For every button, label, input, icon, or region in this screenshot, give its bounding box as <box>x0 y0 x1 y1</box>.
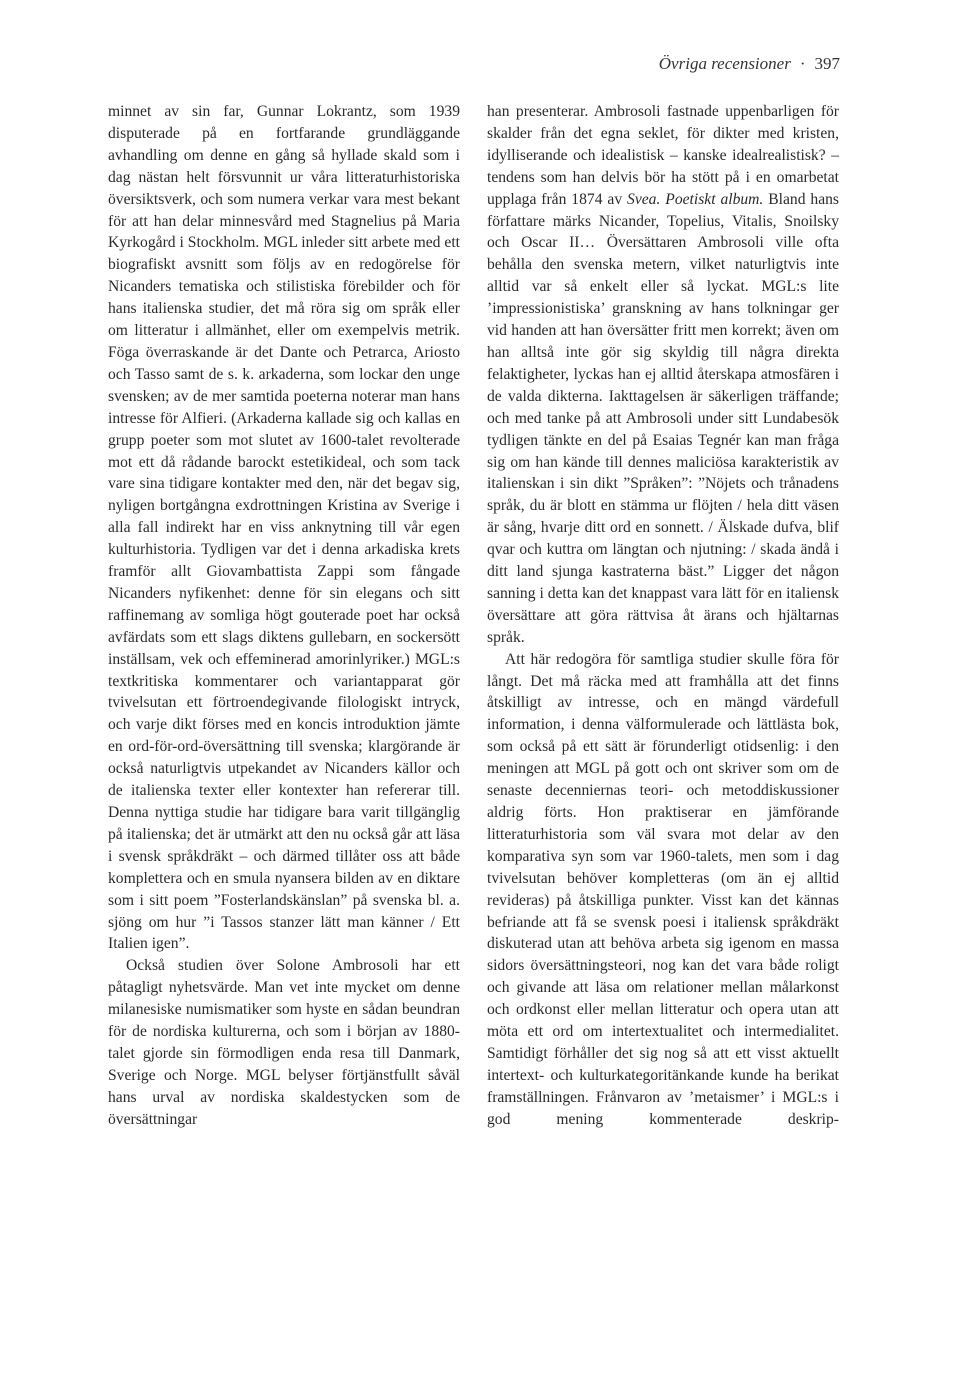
running-title: Övriga recensioner <box>658 54 791 73</box>
left-column <box>108 101 460 1131</box>
running-head <box>659 54 840 74</box>
left-paragraph-ambrosoli: Också studien över Solone Ambrosoli har ett påtagligt nyhetsvärde. Man vet inte mycket om denne milanesiske numismatiker som hyste en sådan beundran för de nordiska kulturerna, och som i början av 1880-talet gjorde sin förmodligen enda resa till Danmark, Sverige och Norge. MGL belyser förtjänstfullt såväl hans urval av nordiska skaldestycken som de översättningar <box>108 957 460 1128</box>
book-title-svea: Svea. Poetiskt album. <box>627 190 764 208</box>
left-paragraph-continued: minnet av sin far, Gunnar Lokrantz, som 1939 disputerade på en fortfarande grundläggande avhandling om denne en gång så hyllade skald som i dag nästan helt försvunnit ur våra litteraturhistoriska översiktsverk, och som numera verkar vara mest bekant för att han delar minnesvård med Stagnelius på Maria Kyrkogård i Stockholm. MGL inleder sitt arbete med ett biografiskt avsnitt som följs av en redogörelse för Nicanders tematiska och stilistiska förebilder och för hans italienska studier, det må röra sig om språk eller om litteratur i allmänhet, eller om exempelvis metrik. Föga överraskande är det Dante och Petrarca, Ariosto och Tasso samt de s. k. arkaderna, som lockar den unge svensken; av de mer samtida poeterna noterar man hans intresse för Alfieri. (Arkaderna kallade sig och kallas en grupp poeter som mot slutet av 1600-talet revolterade mot ett då rådande barockt estetikideal, och som tack vare sina tidigare kontakter med den, när det begav sig, nyligen bortgångna exdrottningen Kristina av Sverige i alla fall indirekt har en viss anknytning till vår egen kulturhistoria. Tydligen var det i denna arkadiska krets framför allt Giovambattista Zappi som fångade Nicanders nyfikenhet: denne för sin elegans och sitt raffinemang av somliga högt gouterade poet har också avfärdats som ett slags diktens gullebarn, en sockersött inställsam, vek och effeminerad amorinlyriker.) MGL:s textkritiska kommentarer och variantapparat gör tvivelsutan ett förtroendegivande filologiskt intryck, och varje dikt förses med en koncis introduktion jämte en ord-för-ord-översättning till svenska; klargörande är också naturligtvis utpekandet av Nicanders källor och de italienska texter eller kontexter han refererar till. Denna nyttiga studie har tidigare bara varit tillgänglig på italienska; det är utmärkt att den nu också går att läsa i svensk språkdräkt – och därmed tillåter oss att både komplettera och en smula nyansera bilden av en diktare som i sitt poem ”Fosterlandskänslan” på svenska bl. a. sjöng om hur ”i Tassos stanzer lätt man känner / Ett Italien igen”. <box>108 103 460 953</box>
right-paragraph-ambrosoli-continued <box>487 101 839 649</box>
right-paragraph-summary: Att här redogöra för samtliga studier skulle föra för långt. Det må räcka med att framhålla att det finns åtskilligt av intresse, och en mängd värdefull information, i denna välformulerade och lättlästa bok, som också på ett sätt är förunderligt otidsenlig: i den meningen att MGL på gott och ont skriver som om de senaste decenniernas teori- och metoddiskussioner aldrig förts. Hon praktiserar en jämförande litteraturhistoria som väl svara mot delar av den komparativa syn som var 1960-talets, men som i dag tvivelsutan behöver kompletteras (om än ej alltid revideras) på åtskilliga punkter. Visst kan det kännas befriande att få se svensk poesi i italiensk språkdräkt diskuterad utan att behöva arbeta sig igenom en massa sidors översättningsteori, nog kan det vara både roligt och givande att läsa om relationer mellan målarkonst och ordkonst eller mellan litteratur och opera utan att möta ett ord om intertextualitet och intermedialitet. Samtidigt förhåller det sig nog så att ett visst aktuellt intertext- och kulturkategoritänkande kunde ha berikat framställningen. Frånvaron av ’metaismer’ i MGL:s i god mening kommenterade deskrip- <box>487 650 839 1128</box>
header-separator: · <box>799 54 806 73</box>
right-paragraph-text-a: han presenterar. Ambrosoli fastnade uppenbarligen för skalder från det egna seklet, för dikter med kristen, idylliserande och idealistisk – kanske idealrealistisk? – tendens som han delvis bör ha stött på i en omarbetat upplaga från 1874 av <box>487 103 839 208</box>
page-number: 397 <box>814 54 840 73</box>
right-paragraph-text-b: Bland hans författare märks Nicander, Topelius, Vitalis, Snoilsky och Oscar II… Översättaren Ambrosoli ville ofta behålla den svenska metern, vilket naturligtvis inte alltid var så enkelt eller så lyckat. MGL:s lite ’impressionistiska’ granskning av hans tolkningar ger vid handen att han översätter fritt men korrekt; även om han alltså inte gör sig skyldig till några direkta felaktigheter, lyckas han ej alltid återskapa atmosfären i de valda dikterna. Iakttagelsen är säkerligen träffande; och med tanke på att Ambrosoli under sitt Lundabesök tydligen tänkte en del på Esaias Tegnér kan man fråga sig om han kände till dennes maliciösa karakteristik av italienskan i sin dikt ”Språken”: ”Nöjets och trånadens språk, du är blott en stämma ur flöjten / hela ditt väsen är sång, hvarje ditt ord en sonnett. / Älskade dufva, blif qvar och kuttra om längtan och njutning: / skada ändå i ditt land sjunga kastraterna bäst.” Ligger det någon sanning i detta kan det knappast vara lätt för en italiensk översättare att göra rättvisa åt ärans och hjältarnas språk. <box>487 190 839 646</box>
right-column <box>487 101 839 1131</box>
